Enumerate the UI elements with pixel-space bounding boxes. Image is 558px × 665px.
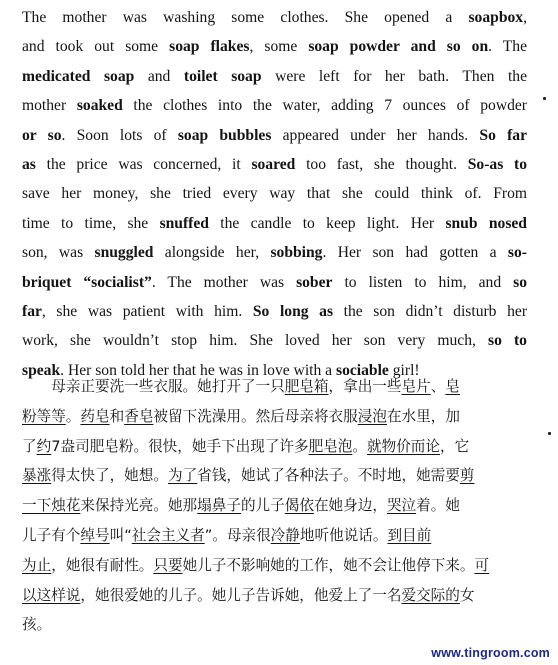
text-run: 了 xyxy=(22,437,37,455)
text-line xyxy=(22,91,527,120)
text-line xyxy=(22,491,532,521)
text-run: 儿子有个 xyxy=(22,526,81,544)
text-run: and took out some xyxy=(22,38,170,56)
chinese-paragraph xyxy=(22,372,532,640)
underlined-term: 爱交际的 xyxy=(401,586,460,604)
underlined-term: 药皂 xyxy=(80,407,110,425)
text-run: to listen to him, and xyxy=(332,273,514,291)
bold-term: so- xyxy=(507,244,527,262)
text-run: girl! xyxy=(388,361,420,379)
text-run: appeared under her hands. xyxy=(271,126,480,144)
text-run: , xyxy=(523,9,527,26)
text-run: 和 xyxy=(109,407,125,425)
text-run: alongside her, xyxy=(153,244,271,262)
bold-term: soaked xyxy=(76,97,123,115)
text-run: 、 xyxy=(430,378,446,395)
bold-term: soapbox xyxy=(468,9,524,26)
text-run: 着。她 xyxy=(416,497,460,515)
text-line xyxy=(22,372,532,402)
underlined-term: 绰号 xyxy=(80,526,110,544)
text-line xyxy=(22,581,532,611)
bold-term: sobbing xyxy=(270,244,323,262)
underlined-term: 为 xyxy=(22,556,37,574)
underlined-term: 一下烛花 xyxy=(22,497,81,515)
text-run: 7盎司肥皂粉。很快，她手下出现了许多 xyxy=(51,437,309,455)
underlined-term: 以这样说 xyxy=(22,586,81,604)
bold-term: or so xyxy=(22,126,62,144)
bold-term: soap bubbles xyxy=(177,126,272,144)
text-line xyxy=(22,179,527,208)
text-run: the price was concerned, it xyxy=(35,156,252,174)
bold-term: So far xyxy=(479,126,528,144)
text-run: ，拿出一些 xyxy=(328,378,402,395)
underlined-term: 社会主义者 xyxy=(131,526,205,544)
underlined-term: 就物价而论 xyxy=(367,437,440,455)
text-run: were left for her bath. Then the xyxy=(261,67,527,85)
text-line xyxy=(22,326,527,355)
scan-speck xyxy=(543,97,546,100)
underlined-term: 浸泡 xyxy=(357,407,387,425)
bold-term: snuffed xyxy=(159,214,209,232)
text-run: 。 xyxy=(65,407,81,425)
scan-speck xyxy=(548,432,551,435)
text-line xyxy=(22,432,532,462)
text-run: ，它 xyxy=(440,437,470,455)
bold-term: medicated soap xyxy=(22,67,135,85)
text-run: mother xyxy=(22,97,77,115)
bold-term: far xyxy=(22,303,42,321)
text-run: too fast, she thought. xyxy=(295,156,468,174)
underlined-term: 冷静 xyxy=(270,526,300,544)
bold-term: as xyxy=(22,156,36,174)
underlined-term: 肥皂泡 xyxy=(308,437,353,455)
underlined-term: 止 xyxy=(36,556,52,574)
bold-term: snub nosed xyxy=(445,214,527,232)
text-run: 母亲正要洗一些衣服。她打开了一只 xyxy=(22,378,285,395)
underlined-term: 暴涨 xyxy=(22,467,52,485)
bold-term: soap powder and so on xyxy=(308,38,489,56)
underlined-term: 哭泣 xyxy=(386,497,417,515)
text-line xyxy=(22,62,527,91)
text-line xyxy=(22,551,532,581)
text-run: . Soon lots of xyxy=(61,126,178,144)
text-line xyxy=(22,150,527,179)
text-run: 来保持光亮。她那 xyxy=(80,497,198,515)
text-run: . Her son told her that he was in love with a xyxy=(60,361,337,379)
text-run: 得太快了，她想。 xyxy=(51,467,168,485)
text-line xyxy=(22,402,532,432)
bold-term: snuggled xyxy=(94,244,154,262)
underlined-term: 粉等等 xyxy=(22,407,66,425)
text-run: the candle to keep light. Her xyxy=(208,214,446,232)
bold-term: soared xyxy=(251,156,296,174)
underlined-term: 剪 xyxy=(459,467,475,485)
text-run: 孩。 xyxy=(22,616,52,634)
bold-term: speak xyxy=(22,361,61,379)
text-line xyxy=(22,268,527,297)
bold-term: so to xyxy=(488,332,527,350)
text-run: 在水里，加 xyxy=(386,407,460,425)
underlined-term: 皂片 xyxy=(401,378,431,395)
underlined-term: 香皂 xyxy=(124,407,154,425)
text-run: ”。母亲很 xyxy=(204,526,271,544)
text-line xyxy=(22,32,527,61)
english-paragraph xyxy=(22,3,527,385)
text-run: . The mother was xyxy=(151,273,297,291)
text-line xyxy=(22,238,527,267)
bold-term: So-as to xyxy=(467,156,527,174)
underlined-term: 约 xyxy=(36,437,52,455)
text-run: son, was xyxy=(22,244,95,262)
bold-term: toilet soap xyxy=(183,67,262,85)
underlined-term: 为了 xyxy=(167,467,198,485)
underlined-term: 肥皂箱 xyxy=(284,378,329,395)
text-run: and xyxy=(134,67,184,85)
text-run: work, she wouldn’t stop him. She loved her son very much, xyxy=(22,332,489,350)
underlined-term: 塌鼻子 xyxy=(197,497,241,515)
text-line xyxy=(22,610,532,640)
text-run: time to time, she xyxy=(22,214,160,232)
text-run: the son didn’t disturb her xyxy=(333,303,528,321)
text-run: ，她很爱她的儿子。她儿子告诉她，他爱上了一名 xyxy=(80,586,402,604)
text-line xyxy=(22,121,527,150)
text-run: , she was patient with him. xyxy=(41,303,253,321)
bold-term: briquet “socialist” xyxy=(22,273,152,291)
text-line xyxy=(22,521,532,551)
text-run: 叫“ xyxy=(109,526,132,544)
text-line xyxy=(22,297,527,326)
text-line xyxy=(22,461,532,491)
text-run: 省钱，她试了各种法子。不时地，她需要 xyxy=(197,467,460,485)
text-run: 女 xyxy=(459,586,475,604)
underlined-term: 偈依 xyxy=(284,497,314,515)
underlined-term: 到目前 xyxy=(387,526,432,544)
text-run: , some xyxy=(249,38,309,56)
text-run: ，她很有耐性。 xyxy=(51,556,154,574)
bold-term: sober xyxy=(296,273,333,291)
text-run: The mother was washing some clothes. She opened a xyxy=(22,9,469,26)
underlined-term: 皂 xyxy=(445,378,460,395)
text-run: 的儿子 xyxy=(240,497,285,515)
text-line xyxy=(22,209,527,238)
text-run: . The xyxy=(488,38,527,56)
bold-term: So long as xyxy=(252,303,334,321)
bold-term: sociable xyxy=(336,361,389,379)
text-run: 在她身边， xyxy=(313,497,387,515)
watermark: www.tingroom.com xyxy=(431,646,550,660)
underlined-term: 只要 xyxy=(153,556,183,574)
text-run: . Her son had gotten a xyxy=(322,244,508,262)
bold-term: soap flakes xyxy=(169,38,250,56)
text-line xyxy=(22,3,527,32)
bold-term: so xyxy=(513,273,527,291)
text-run: save her money, she tried every way that she could think of. From xyxy=(22,185,527,203)
text-run: 地听他说话。 xyxy=(299,526,388,544)
text-run: 她儿子不影响她的工作，她不会让他停下来。 xyxy=(182,556,475,574)
text-run: the clothes into the water, adding 7 ounces of powder xyxy=(122,97,527,115)
underlined-term: 可 xyxy=(474,556,490,574)
text-run: 。 xyxy=(352,437,368,455)
text-run: 被留下洗澡用。然后母亲将衣服 xyxy=(153,407,358,425)
